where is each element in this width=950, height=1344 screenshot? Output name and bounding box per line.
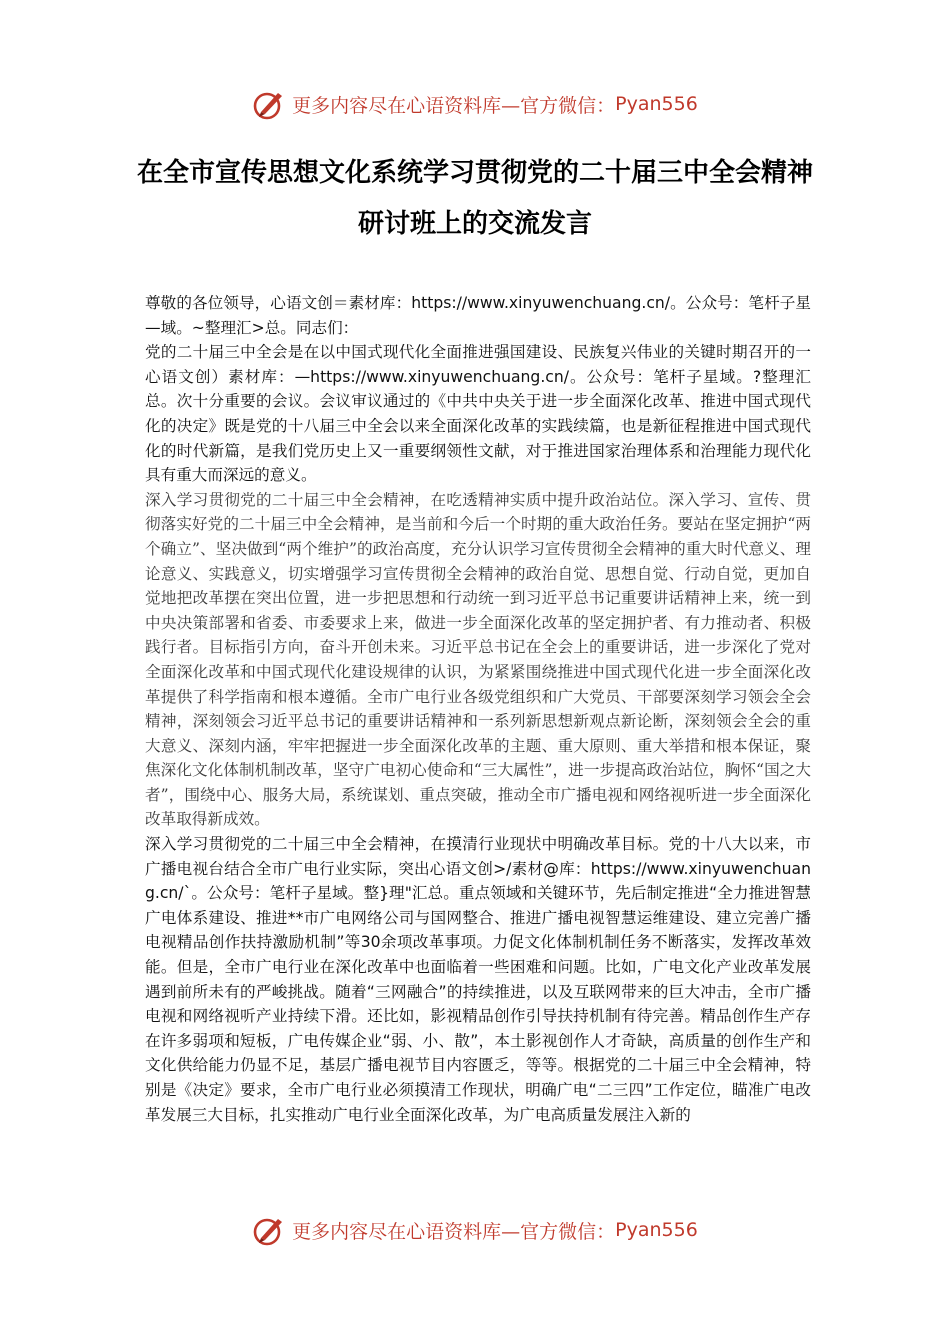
banner-wechat-handle: Pyan556 [615,93,698,115]
document-body [145,291,811,1127]
pen-logo-icon [252,1213,286,1247]
banner-wechat-handle: Pyan556 [615,1219,698,1241]
page-title: 在全市宣传思想文化系统学习贯彻党的二十届三中全会精神研讨班上的交流发言 [136,158,813,239]
paragraph-political-stance: 深入学习贯彻党的二十届三中全会精神，在吃透精神实质中提升政治站位。深入学习、宣传、贯彻落实好党的二十届三中全会精神，是当前和今后一个时期的重大政治任务。要站在坚定拥护“两个确立”、坚决做到“两个维护”的政治高度，充分认识学习宣传贯彻全会精神的重大时代意义、理论意义、实践意义，切实增强学习宣传贯彻全会精神的政治自觉、思想自觉、行动自觉，更加自觉地把改革摆在突出位置，进一步把思想和行动统一到习近平总书记重要讲话精神上来，统一到中央决策部署和省委、市委要求上来，做进一步全面深化改革的坚定拥护者、有力推动者、积极践行者。目标指引方向，奋斗开创未来。习近平总书记在全会上的重要讲话，进一步深化了党对全面深化改革和中国式现代化建设规律的认识，为紧紧围绕推进中国式现代化进一步全面深化改革提供了科学指南和根本遵循。全市广电行业各级党组织和广大党员、干部要深刻学习领会全会精神，深刻领会习近平总书记的重要讲话精神和一系列新思想新观点新论断，深刻领会全会的重大意义、深刻内涵，牢牢把握进一步全面深化改革的主题、重大原则、重大举措和根本保证，聚焦深化文化体制机制改革，坚守广电初心使命和“三大属性”，进一步提高政治站位，胸怀“国之大者”，围绕中心、服务大局，系统谋划、重点突破，推动全市广播电视和网络视听进一步全面深化改革取得新成效。 [145,490,811,829]
banner-text: 更多内容尽在心语资料库—官方微信： [292,1220,616,1243]
banner-text: 更多内容尽在心语资料库—官方微信： [292,94,616,117]
paragraph-intro: 党的二十届三中全会是在以中国式现代化全面推进强国建设、民族复兴伟业的关键时期召开的一心语文创）素材库：—https://www.xinyuwenchuang.cn/。公众号：笔杆子星域。?整理汇总。次十分重要的会议。会议审议通过的《中共中央关于进一步全面深化改革、推进中国式现代化的决定》既是党的十八届三中全会以来全面深化改革的实践续篇，也是新征程推进中国式现代化的时代新篇，是我们党历史上又一重要纲领性文献，对于推进国家治理体系和治理能力现代化具有重大而深远的意义。 [145,343,811,485]
pen-logo-icon [252,87,286,121]
paragraph-greeting: 尊敬的各位领导，心语文创＝素材库：https://www.xinyuwenchuang.cn/。公众号：笔杆子星—域。~整理汇>总。同志们： [145,294,811,337]
footer-banner [0,1210,950,1250]
header-banner [0,84,950,124]
paragraph-reform-goals: 深入学习贯彻党的二十届三中全会精神，在摸清行业现状中明确改革目标。党的十八大以来，市广播电视台结合全市广电行业实际，突出心语文创>/素材@库：https://www.xinyuwenchuang.cn/`。公众号：笔杆子星域。整}理"汇总。重点领域和关键环节，先后制定推进“全力推进智慧广电体系建设、推进**市广电网络公司与国网整合、推进广播电视智慧运维建设、建立完善广播电视精品创作扶持激励机制”等30余项改革事项。力促文化体制机制任务不断落实，发挥改革效能。但是，全市广电行业在深化改革中也面临着一些困难和问题。比如，广电文化产业改革发展遇到前所未有的严峻挑战。随着“三网融合”的持续推进，以及互联网带来的巨大冲击，全市广播电视和网络视听产业持续下滑。还比如，影视精品创作引导扶持机制有待完善。精品创作生产存在许多弱项和短板，广电传媒企业“弱、小、散”，本土影视创作人才奇缺，高质量的创作生产和文化供给能力仍显不足，基层广播电视节目内容匮乏，等等。根据党的二十届三中全会精神，特别是《决定》要求，全市广电行业必须摸清工作现状，明确广电“二三四”工作定位，瞄准广电改革发展三大目标，扎实推动广电行业全面深化改革，为广电高质量发展注入新的 [145,835,811,1124]
